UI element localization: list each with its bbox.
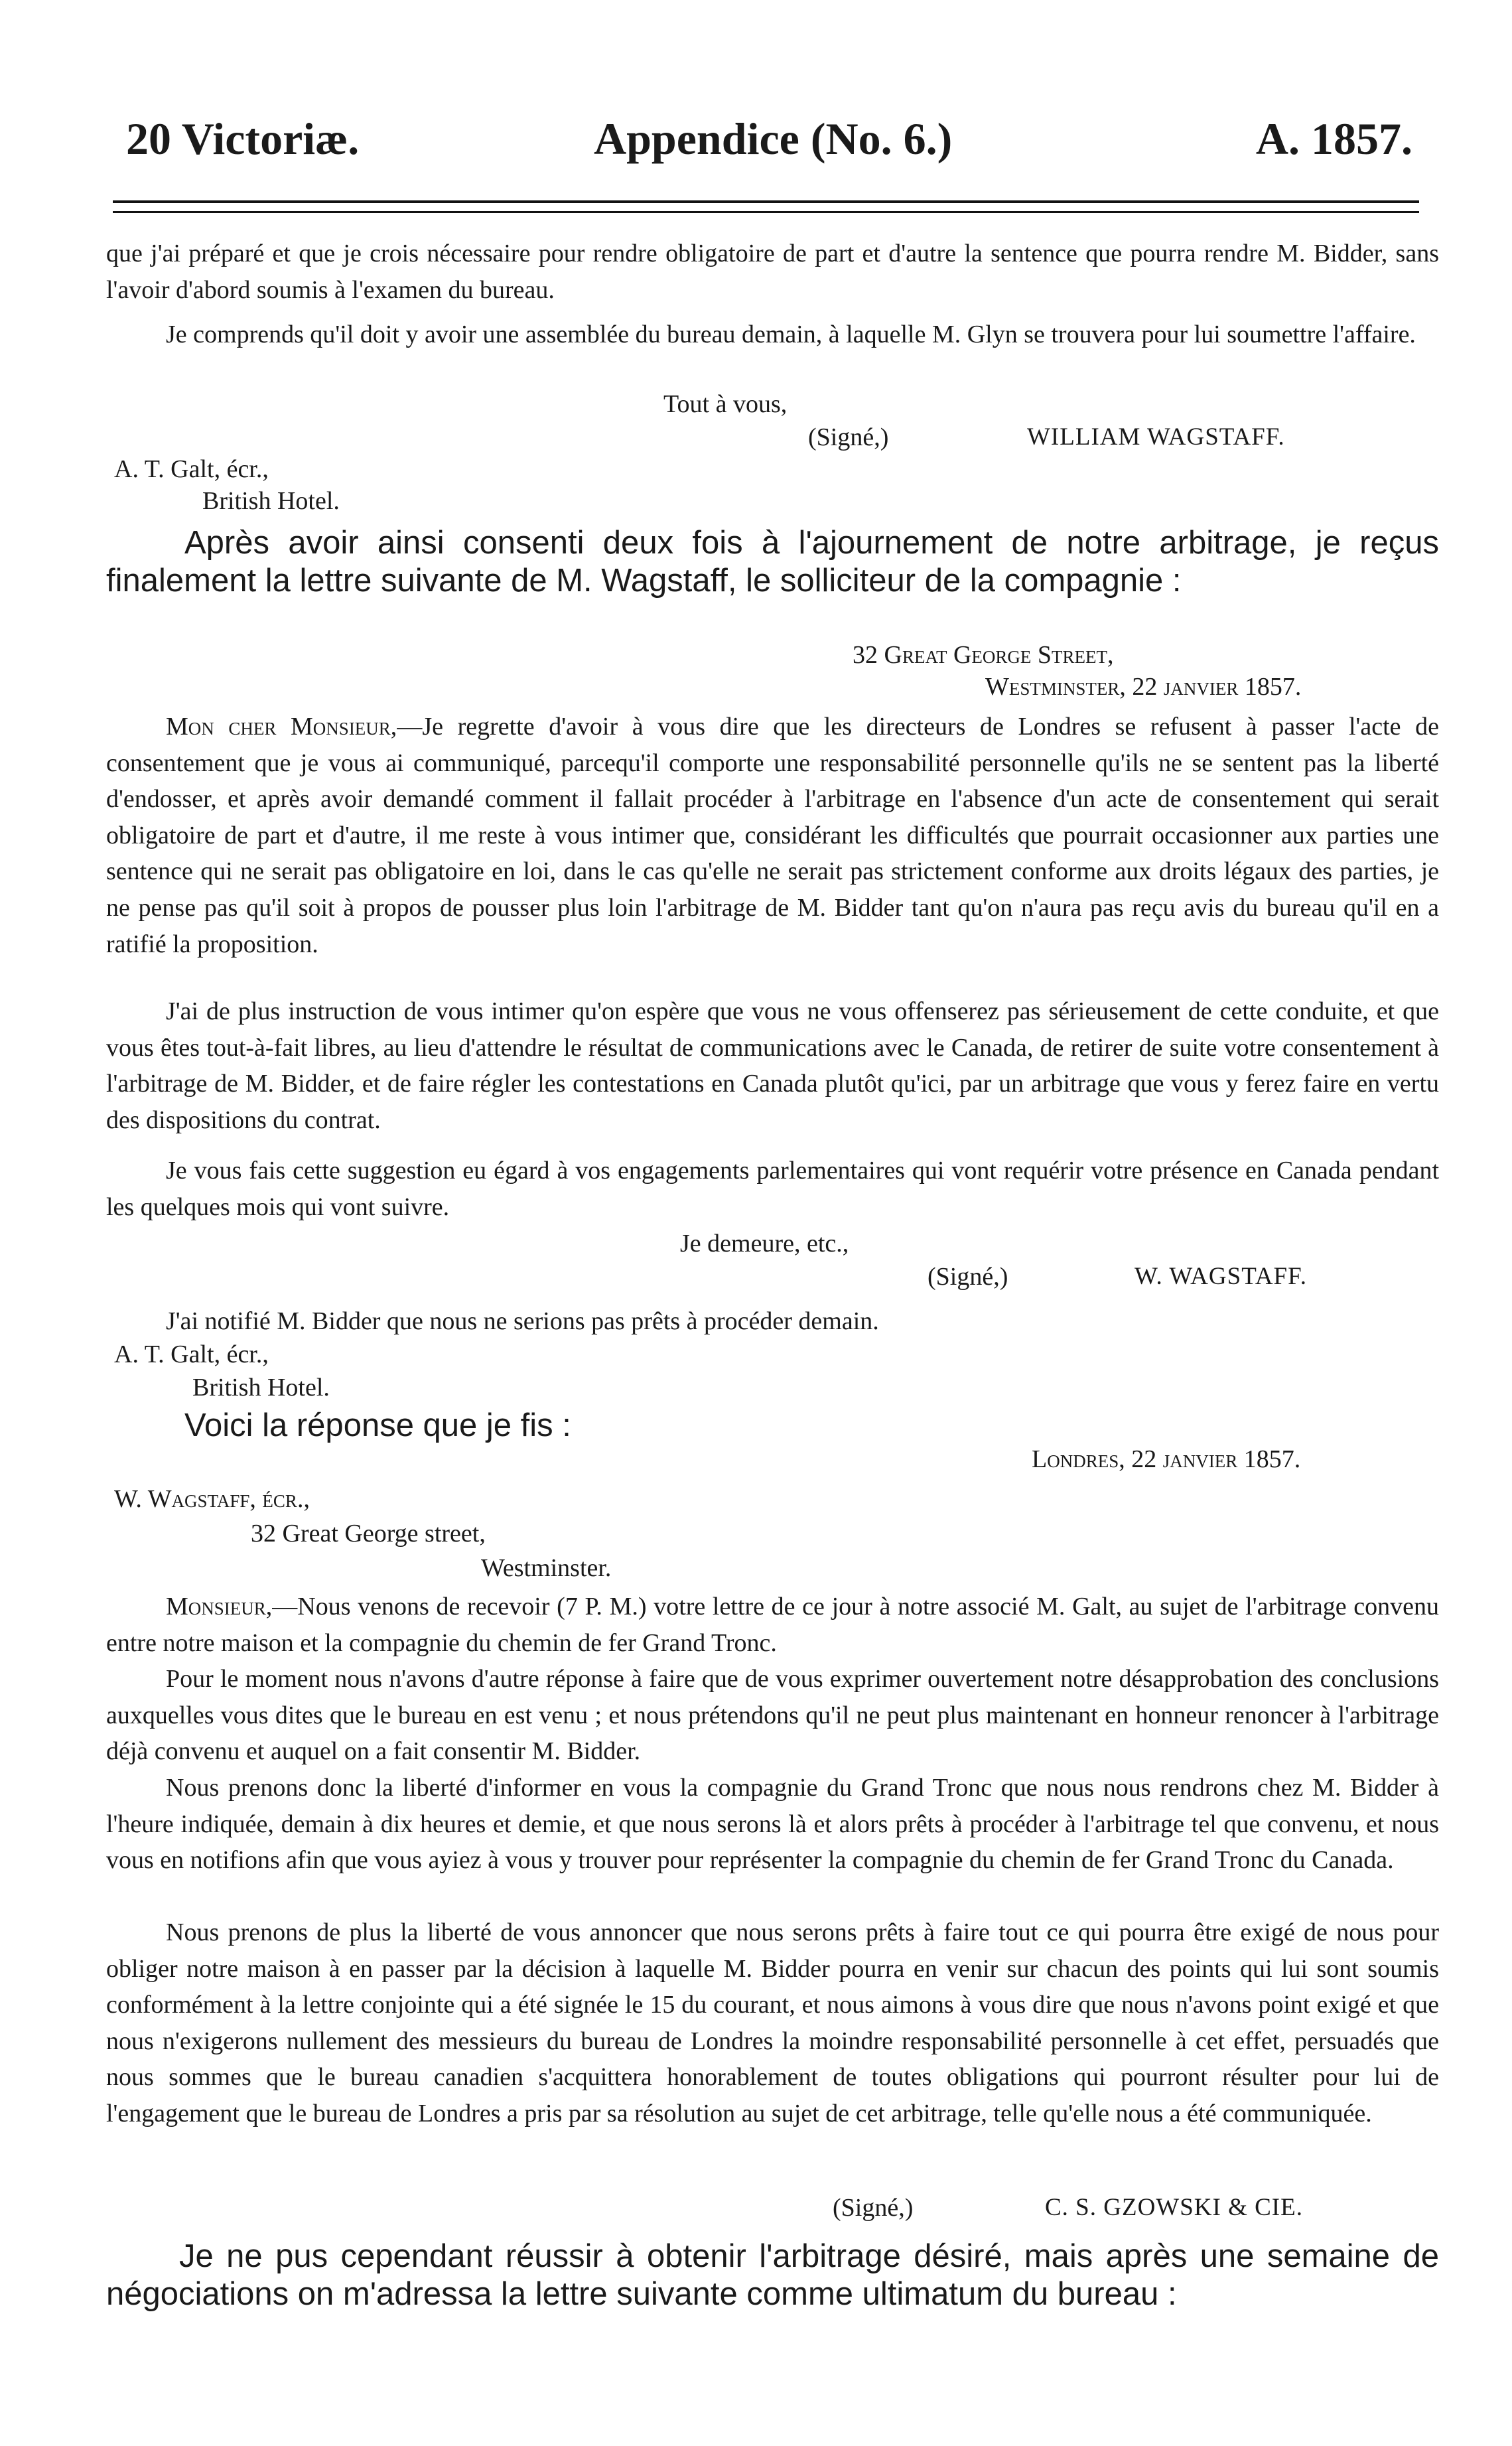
- reply-salutation: Monsieur,: [166, 1593, 273, 1620]
- paragraph-notified: J'ai notifié M. Bidder que nous ne serions pas prêts à procéder demain.: [166, 1307, 879, 1335]
- reply-paragraph-received-text: —Nous venons de recevoir (7 P. M.) votre lettre de ce jour à notre associé M. Galt, au sujet de l'arbitrage convenu entre notre maison et la compagnie du chemin de fer Grand Tronc.: [106, 1593, 1439, 1657]
- letter-address-street: 32 Great George Street,: [853, 641, 1114, 669]
- closing-regards: Tout à vous,: [663, 390, 788, 418]
- addressee-place-2: British Hotel.: [192, 1374, 330, 1402]
- reply-paragraph-commitment: Nous prenons de plus la liberté de vous annoncer que nous serons prêts à faire tout ce qui pourra être exigé de nous pour obliger notre maison à en passer par la décision à laquelle M. Bidder pourra en venir sur chacun des points qui lui sont soumis conformément à la lettre conjointe qui a été signée le 15 du courant, et nous aimons à vous dire que nous n'avons point exigé et que nous n'exigerons nullement des messieurs du bureau de Londres la moindre responsabilité personnelle à cet effet, persuadés que nous sommes que le bureau canadien s'acquittera honorablement de toutes obligations qui pourront résulter pour lui de l'engagement que le bureau de Londres a pris par sa résolution au sujet de cet arbitrage, telle qu'elle nous a été communiquée.: [106, 1918, 1439, 2127]
- paragraph-prepared: que j'ai préparé et que je crois nécessaire pour rendre obligatoire de part et d'autre la sentence que pourra rendre M. Bidder, sans l'avoir d'abord soumis à l'examen du bureau.: [106, 240, 1439, 304]
- letter-address-date: [985, 674, 1301, 699]
- narrative-reply: Voici la réponse que je fis :: [184, 1407, 571, 1443]
- letter-salutation: Mon cher Monsieur,: [166, 713, 397, 741]
- addressee-place: British Hotel.: [202, 487, 340, 515]
- signed-label-2: (Signé,): [928, 1263, 1008, 1291]
- reply-paragraph-disapproval: Pour le moment nous n'avons d'autre réponse à faire que de vous exprimer ouvertement notre désapprobation des conclusions auxquelles vous dites que le bureau en est venu ; et nous prétendons qu'il ne peut plus maintenant en honneur renoncer à l'arbitrage déjà convenu et auquel on a fait consentir M. Bidder.: [106, 1665, 1439, 1766]
- signature-w-wagstaff: W. WAGSTAFF.: [1134, 1263, 1307, 1290]
- addressee-name-2: A. T. Galt, écr.,: [114, 1340, 269, 1368]
- signature-gzowski: C. S. GZOWSKI & CIE.: [1045, 2194, 1303, 2221]
- letter-paragraph-instruction: J'ai de plus instruction de vous intimer qu'on espère que vous ne vous offenserez pas sérieusement de cette conduite, et que vous êtes tout-à-fait libres, au lieu d'attendre le résultat de communications avec le Canada, de retirer de suite votre consentement à l'arbitrage de M. Bidder, et de faire régler les contestations en Canada plutôt qu'ici, par un arbitrage que vous y ferez faire en vertu des dispositions du contrat.: [106, 997, 1439, 1134]
- paragraph-meeting: Je comprends qu'il doit y avoir une assemblée du bureau demain, à laquelle M. Glyn se trouvera pour lui soumettre l'affaire.: [166, 321, 1416, 348]
- letter-address-city-date: Westminster, 22 janvier 1857.: [985, 673, 1302, 701]
- reply-recipient-name-text: W. Wagstaff, écr.,: [114, 1485, 310, 1513]
- signed-label: (Signé,): [808, 423, 889, 451]
- header-year: A. 1857.: [1255, 113, 1412, 164]
- page-header: [126, 113, 1412, 179]
- reply-paragraph-received: [106, 1589, 1439, 1661]
- closing-remain: Je demeure, etc.,: [680, 1230, 849, 1258]
- narrative-adjournment: Après avoir ainsi consenti deux fois à l'ajournement de notre arbitrage, je reçus finalement la lettre suivante de M. Wagstaff, le solliciteur de la compagnie :: [106, 525, 1439, 599]
- letter-paragraph-refusal-text: —Je regrette d'avoir à vous dire que les directeurs de Londres se refusent à passer l'acte de consentement que je vous ai communiqué, parcequ'il comporte une responsabilité personnelle qu'ils ne se sentent pas la liberté d'endosser, et après avoir demandé comment il fallait procéder à l'arbitrage en l'absence d'un acte de consentement qui serait obligatoire de part et d'autre, il me reste à vous intimer que, considérant les difficultés que pourrait occasionner aux parties une sentence qui ne serait pas obligatoire en loi, dans le cas qu'elle ne serait pas strictement conforme aux droits légaux des parties, je ne pense pas qu'il soit à propos de pousser plus loin l'arbitrage de M. Bidder tant qu'on n'aura pas reçu avis du bureau qu'il en a ratifié la proposition.: [106, 713, 1439, 958]
- reply-paragraph-attend: Nous prenons donc la liberté d'informer en vous la compagnie du Grand Tronc que nous nous rendrons chez M. Bidder à l'heure indiquée, demain à dix heures et demie, et que nous serons là et alors prêts à procéder à l'arbitrage tel que convenu, et nous vous en notifions afin que vous ayiez à vous y trouver pour représenter la compagnie du chemin de fer Grand Tronc du Canada.: [106, 1774, 1439, 1875]
- reply-date: Londres, 22 janvier 1857.: [1032, 1445, 1301, 1473]
- reply-recipient-street: 32 Great George street,: [251, 1520, 486, 1547]
- reply-recipient-name: [114, 1486, 310, 1512]
- letter-paragraph-refusal: [106, 709, 1439, 962]
- signed-label-3: (Signé,): [833, 2194, 914, 2222]
- signature-william-wagstaff: WILLIAM WAGSTAFF.: [1027, 423, 1285, 451]
- header-rule-top: [113, 200, 1419, 203]
- addressee-name: A. T. Galt, écr.,: [114, 455, 269, 483]
- letter-paragraph-suggestion: Je vous fais cette suggestion eu égard à vos engagements parlementaires qui vont requérir votre présence en Canada pendant les quelques mois qui vont suivre.: [106, 1157, 1439, 1221]
- reply-recipient-city: Westminster.: [481, 1554, 612, 1582]
- narrative-ultimatum: Je ne pus cependant réussir à obtenir l'arbitrage désiré, mais après une semaine de négociations on m'adressa la lettre suivante comme ultimatum du bureau :: [106, 2238, 1439, 2312]
- header-session: 20 Victoriæ.: [126, 113, 360, 164]
- header-appendix: Appendice (No. 6.): [594, 113, 953, 164]
- header-rule-bottom: [113, 211, 1419, 213]
